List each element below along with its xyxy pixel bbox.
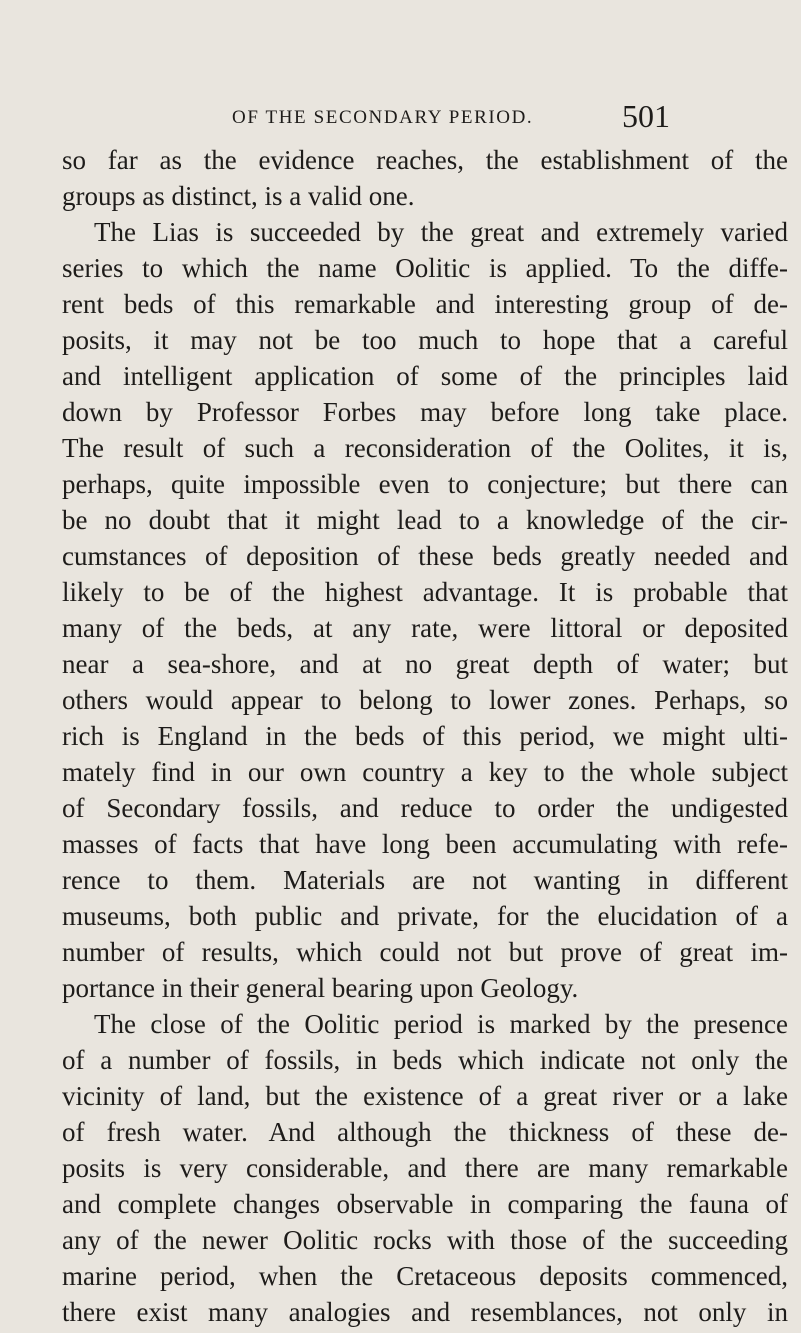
text-line: museums, both public and private, for the elucidation of a: [62, 901, 788, 931]
text-line: rent beds of this remarkable and interesting group of de-: [62, 289, 788, 319]
text-line: cumstances of deposition of these beds greatly needed and: [62, 541, 788, 571]
text-line: any of the newer Oolitic rocks with those of the succeeding: [62, 1225, 788, 1255]
text-line: groups as distinct, is a valid one.: [62, 181, 415, 211]
text-line: vicinity of land, but the existence of a great river or a lake: [62, 1081, 788, 1111]
text-line: The close of the Oolitic period is marked by the presence: [94, 1009, 788, 1039]
text-line: portance in their general bearing upon Geology.: [62, 973, 579, 1003]
text-line: rich is England in the beds of this period, we might ulti-: [62, 721, 788, 751]
text-line: number of results, which could not but prove of great im-: [62, 937, 788, 967]
text-line: masses of facts that have long been accumulating with refe-: [62, 829, 788, 859]
text-line: mately find in our own country a key to the whole subject: [62, 757, 788, 787]
text-line: so far as the evidence reaches, the establishment of the: [62, 145, 788, 175]
text-line: there exist many analogies and resemblances, not only in: [62, 1297, 788, 1327]
text-line: near a sea-shore, and at no great depth of water; but: [62, 649, 788, 679]
text-line: of fresh water. And although the thickness of these de-: [62, 1117, 788, 1147]
text-line: rence to them. Materials are not wanting in different: [62, 865, 788, 895]
text-line: many of the beds, at any rate, were littoral or deposited: [62, 613, 788, 643]
text-line: likely to be of the highest advantage. It is probable that: [62, 577, 788, 607]
page-number: 501: [622, 98, 670, 134]
text-line: marine period, when the Cretaceous deposits commenced,: [62, 1261, 788, 1291]
text-line: and complete changes observable in comparing the fauna of: [62, 1189, 788, 1219]
text-line: others would appear to belong to lower zones. Perhaps, so: [62, 685, 788, 715]
text-line: The Lias is succeeded by the great and extremely varied: [94, 217, 788, 247]
text-line: series to which the name Oolitic is applied. To the diffe-: [62, 253, 788, 283]
text-line: posits is very considerable, and there are many remarkable: [62, 1153, 788, 1183]
text-line: The result of such a reconsideration of the Oolites, it is,: [62, 433, 788, 463]
text-line: of a number of fossils, in beds which indicate not only the: [62, 1045, 788, 1075]
running-head: [0, 98, 801, 144]
text-line: of Secondary fossils, and reduce to order the undigested: [62, 793, 788, 823]
text-line: be no doubt that it might lead to a knowledge of the cir-: [62, 505, 788, 535]
text-line: down by Professor Forbes may before long take place.: [62, 397, 788, 427]
running-title: OF THE SECONDARY PERIOD.: [232, 107, 534, 128]
text-line: perhaps, quite impossible even to conjecture; but there can: [62, 469, 788, 499]
text-line: and intelligent application of some of the principles laid: [62, 361, 788, 391]
text-line: posits, it may not be too much to hope that a careful: [62, 325, 788, 355]
